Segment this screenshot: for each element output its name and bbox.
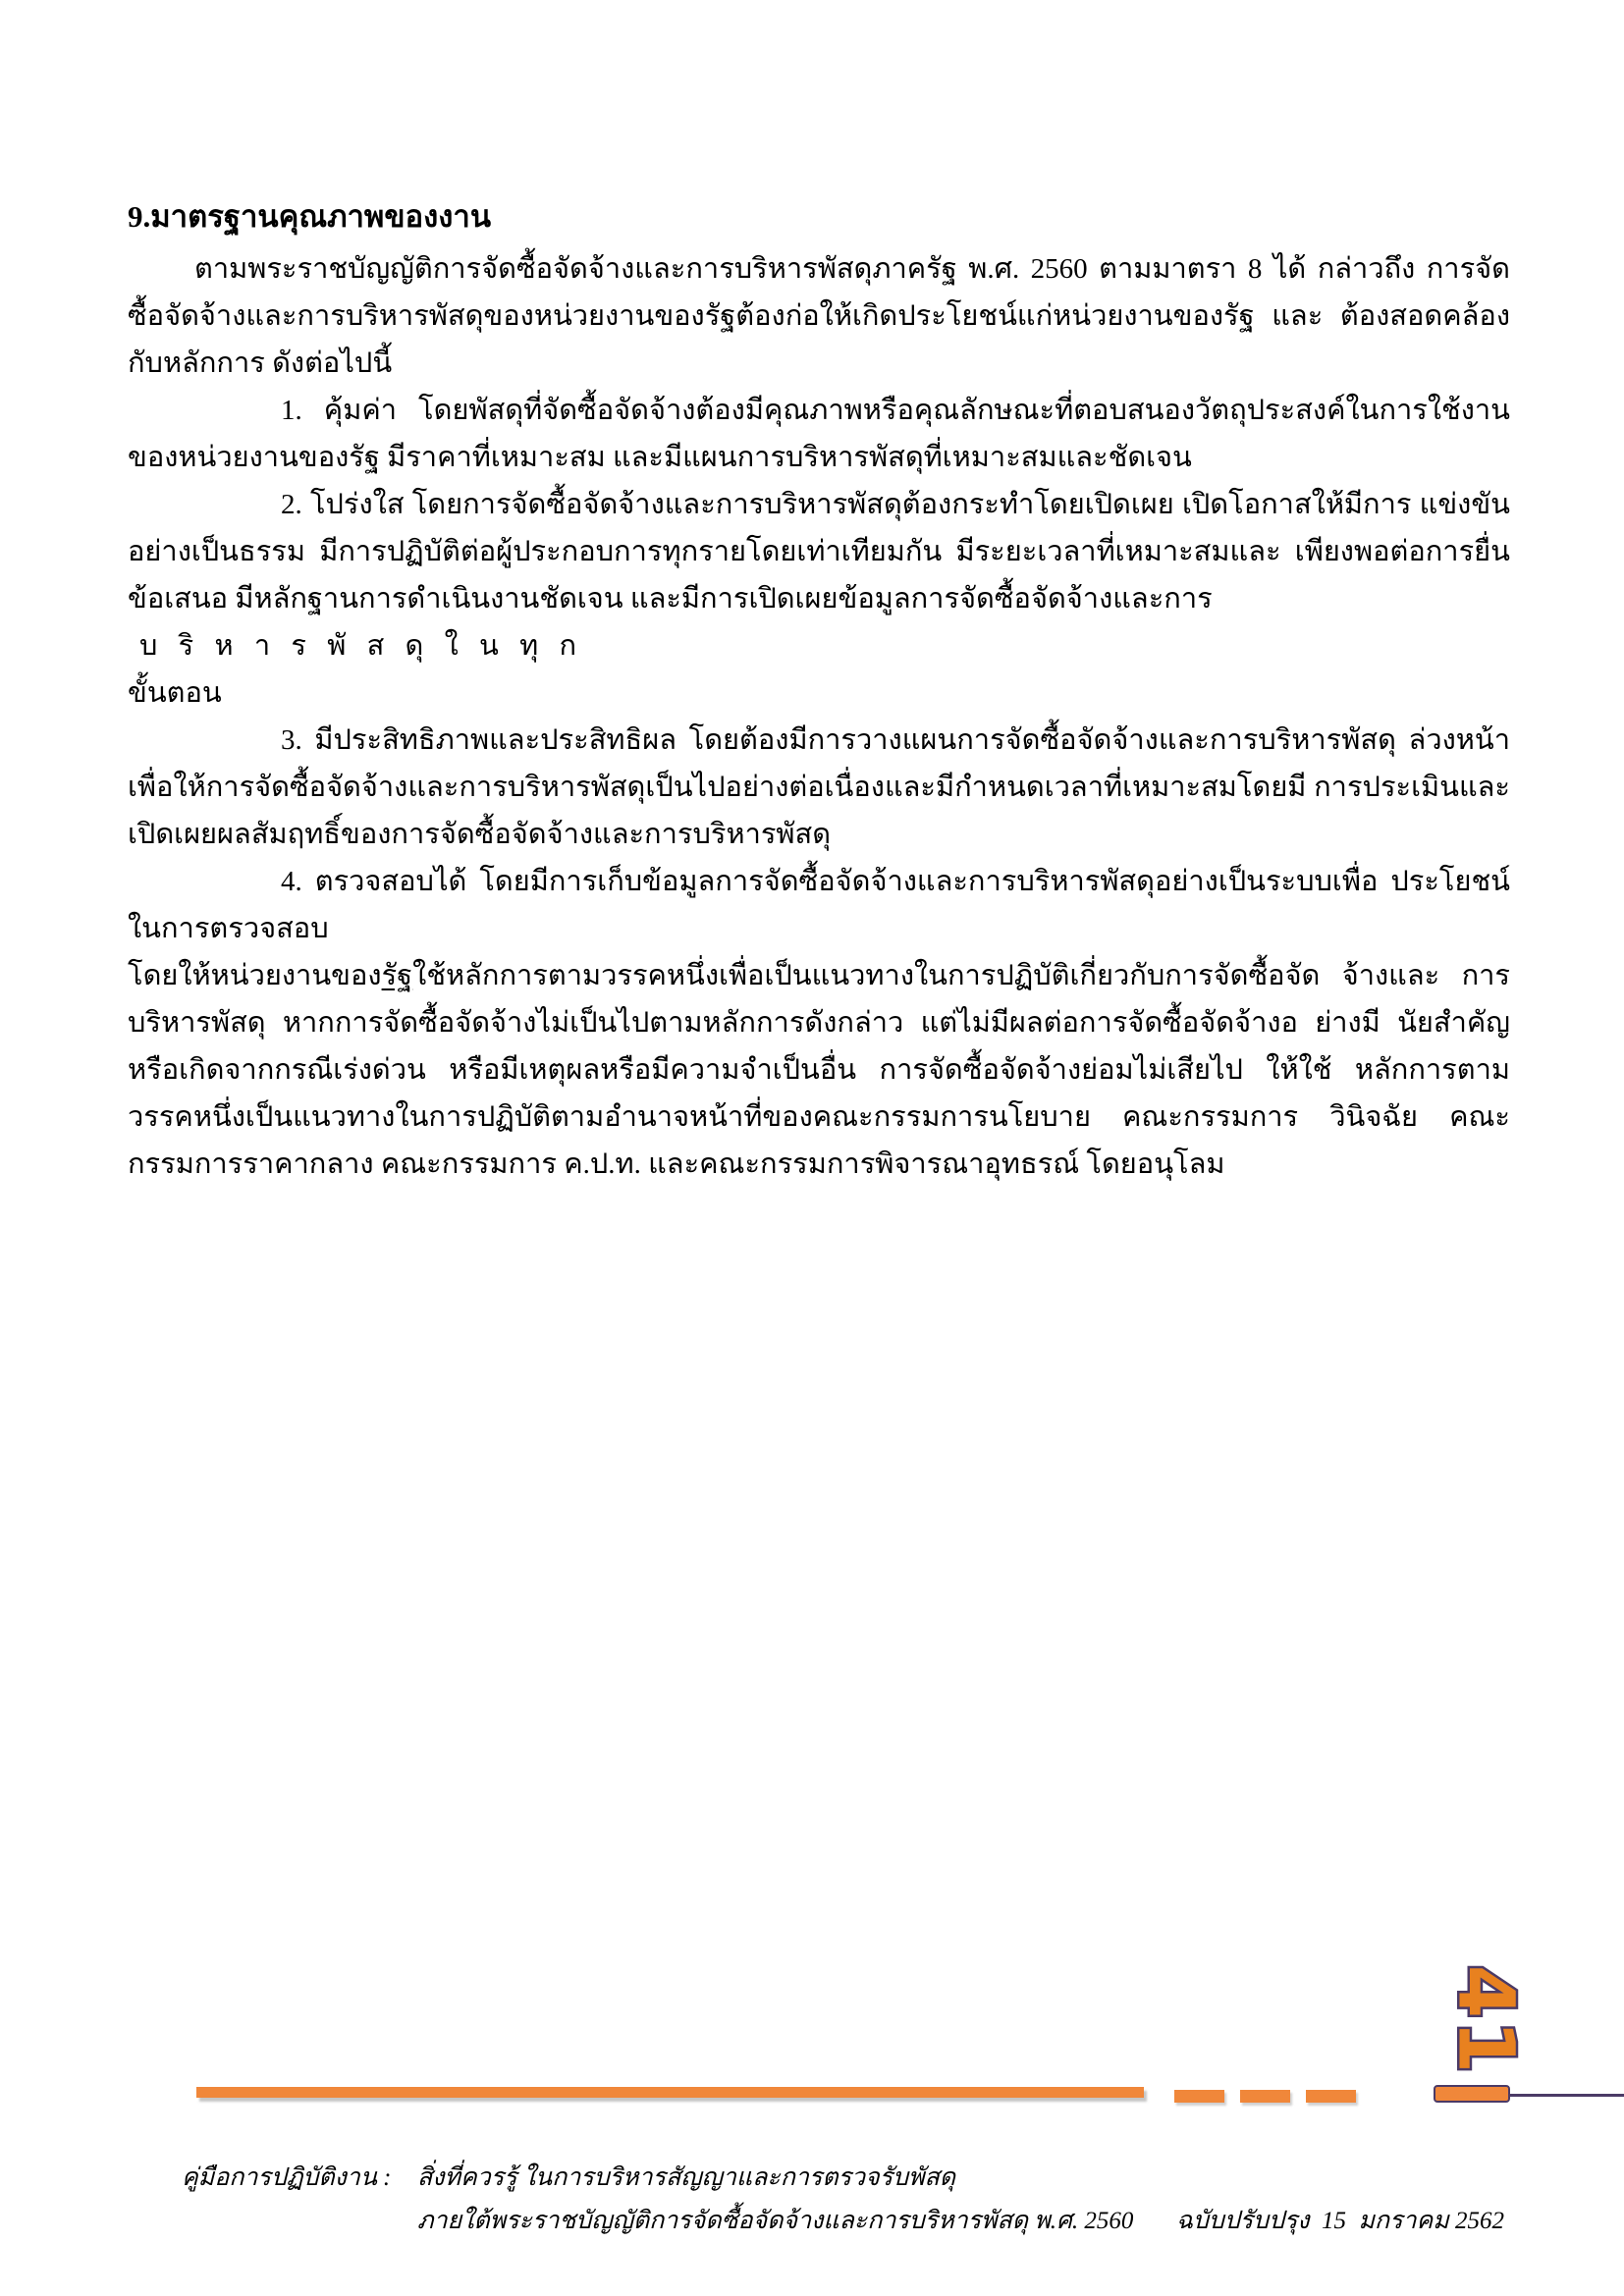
principle-item-4: 4. ตรวจสอบได้ โดยมีการเก็บข้อมูลการจัดซื้อจัดจ้างและการบริหารพัสดุอย่างเป็นระบบเพื่อ ประโยชน์ในการตรวจสอบ [128,866,1510,944]
intro-paragraph: ตามพระราชบัญญัติการจัดซื้อจัดจ้างและการบริหารพัสดุภาครัฐ พ.ศ. 2560 ตามมาตรา 8 ได้ กล่าวถึง การจัดซื้อจัดจ้างและการบริหารพัสดุของหน่วยงานของรัฐต้องก่อให้เกิดประโยชน์แก่หน่วยงานของรัฐ และ ต้องสอดคล้องกับหลักการ ดังต่อไปนี้ [128,253,1510,379]
footer-manual-label: คู่มือการปฏิบัติงาน : [182,2164,392,2191]
steps-word-line: ขั้นตอน [128,677,222,709]
principle-item-1: 1. คุ้มค่า โดยพัสดุที่จัดซื้อจัดจ้างต้องมีคุณภาพหรือคุณลักษณะที่ตอบสนองวัตถุประสงค์ในการใช้งาน ของหน่วยงานของรัฐ มีราคาที่เหมาะสม และมีแผนการบริหารพัสดุที่เหมาะสมและชัดเจน [128,395,1510,473]
footer-divider-dash [1240,2090,1290,2103]
document-body [128,192,1510,1188]
page-number: 41 [1440,1964,1530,2076]
footer-divider-line [1510,2094,1624,2097]
closing-text-underlined: รัฐ [381,960,413,991]
footer-divider-bar [196,2087,1144,2098]
footer-divider-pill [1434,2085,1510,2103]
footer-title-line2: ภายใต้พระราชบัญญัติการจัดซื้อจัดจ้างและการบริหารพัสดุ พ.ศ. 2560 [417,2208,1134,2234]
spaced-text-line: บ ริ ห า ร พั ส ดุ ใ น ทุ ก [139,630,584,662]
principle-item-2: 2. โปร่งใส โดยการจัดซื้อจัดจ้างและการบริหารพัสดุต้องกระทำโดยเปิดเผย เปิดโอกาสให้มีการ แข่งขันอย่างเป็นธรรม มีการปฏิบัติต่อผู้ประกอบการทุกรายโดยเท่าเทียมกัน มีระยะเวลาที่เหมาะสมและ เพียงพอต่อการยื่นข้อเสนอ มีหลักฐานการดำเนินงานชัดเจน และมีการเปิดเผยข้อมูลการจัดซื้อจัดจ้างและการ [128,489,1510,614]
footer-title-line1: สิ่งที่ควรรู้ ในการบริหารสัญญาและการตรวจรับพัสดุ [417,2164,955,2191]
closing-text-pre: โดยให้หน่วยงานของ [128,960,382,991]
page-footer [0,2156,1624,2254]
section-heading: 9.มาตรฐานคุณภาพของงาน [128,199,492,234]
page-number-tab [1435,1965,1534,2075]
footer-divider-dash [1174,2090,1224,2103]
closing-text-post: ใช้หลักการตามวรรคหนึ่งเพื่อเป็นแนวทางในการปฏิบัติเกี่ยวกับการจัดซื้อจัด จ้างและ การบริหารพัสดุ หากการจัดซื้อจัดจ้างไม่เป็นไปตามหลักการดังกล่าว แต่ไม่มีผลต่อการจัดซื้อจัดจ้างอ ย่างมี นัยสำคัญ หรือเกิดจากกรณีเร่งด่วน หรือมีเหตุผลหรือมีความจำเป็นอื่น การจัดซื้อจัดจ้างย่อมไม่เสียไป ให้ใช้ หลักการตามวรรคหนึ่งเป็นแนวทางในการปฏิบัติตามอำนาจหน้าที่ของคณะกรรมการนโยบาย คณะกรรมการ วินิจฉัย คณะกรรมการราคากลาง คณะกรรมการ ค.ป.ท. และคณะกรรมการพิจารณาอุทธรณ์ โดยอนุโลม [128,960,1510,1180]
footer-revision-date: ฉบับปรับปรุง 15 มกราคม 2562 [1176,2208,1504,2234]
principle-item-3: 3. มีประสิทธิภาพและประสิทธิผล โดยต้องมีการวางแผนการจัดซื้อจัดจ้างและการบริหารพัสดุ ล่วงหน้าเพื่อให้การจัดซื้อจัดจ้างและการบริหารพัสดุเป็นไปอย่างต่อเนื่องและมีกำหนดเวลาที่เหมาะสมโดยมี การประเมินและเปิดเผยผลสัมฤทธิ์ของการจัดซื้อจัดจ้างและการบริหารพัสดุ [128,724,1510,850]
closing-paragraph [128,952,1510,1188]
footer-divider-dash [1306,2090,1356,2103]
